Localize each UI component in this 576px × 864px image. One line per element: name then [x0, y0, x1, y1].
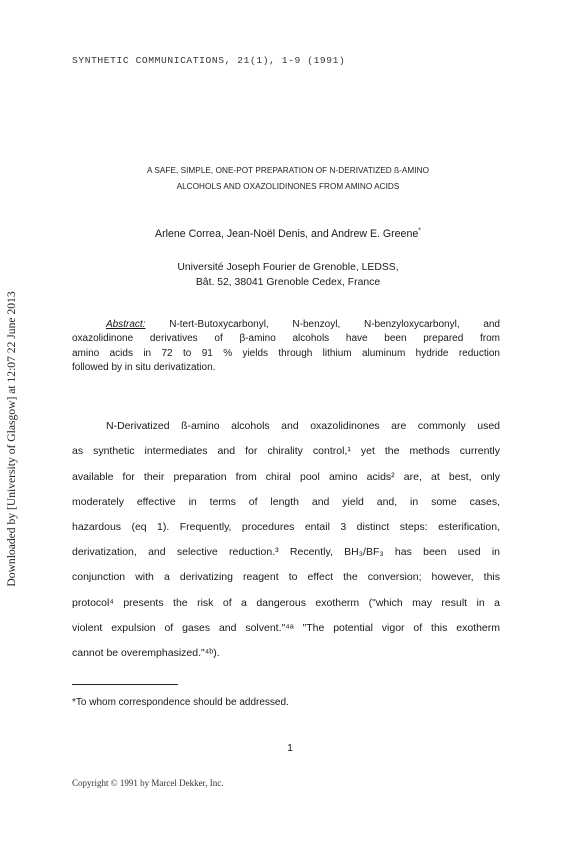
body-line: as synthetic intermediates and for chirality control,¹ yet the methods currently — [72, 445, 500, 457]
author-names: Arlene Correa, Jean-Noël Denis, and Andrew E. Greene — [155, 228, 419, 240]
footnote: *To whom correspondence should be addressed. — [72, 697, 289, 708]
title-line-2: ALCOHOLS AND OXAZOLIDINONES FROM AMINO ACIDS — [176, 182, 400, 191]
abstract-line — [72, 318, 500, 332]
corresponding-author-mark: * — [418, 227, 421, 235]
abstract-label: Abstract: — [106, 319, 146, 330]
body-line: cannot be overemphasized."⁴ᵇ). — [72, 647, 220, 659]
abstract-text: N-tert-Butoxycarbonyl, N-benzoyl, N-benzyloxycarbonyl, and — [145, 319, 500, 330]
footnote-rule — [72, 684, 178, 685]
affiliation-line-2: Bât. 52, 38041 Grenoble Cedex, France — [195, 277, 381, 288]
affiliation-line-1: Université Joseph Fourier de Grenoble, LEDSS, — [177, 262, 399, 273]
copyright: Copyright © 1991 by Marcel Dekker, Inc. — [72, 778, 224, 788]
body-line: conjunction with a derivatizing reagent to effect the conversion; however, this — [72, 571, 500, 583]
body-line: derivatization, and selective reduction.³ Recently, BH₃/BF₃ has been used in — [72, 546, 500, 558]
body-line: protocol⁴ presents the risk of a dangerous exotherm ("which may result in a — [72, 597, 500, 609]
body-line: moderately effective in terms of length and yield and, in some cases, — [72, 496, 500, 508]
journal-header: SYNTHETIC COMMUNICATIONS, 21(1), 1-9 (1991) — [72, 55, 346, 66]
body-line: available for their preparation from chiral pool amino acids² are, at best, only — [72, 471, 500, 483]
page-number: 1 — [287, 742, 293, 754]
download-watermark-text: Downloaded by [University of Glasgow] at 12:07 22 June 2013 — [5, 291, 18, 587]
authors — [96, 228, 480, 240]
body-line: violent expulsion of gases and solvent."⁴ᵃ "The potential vigor of this exotherm — [72, 622, 500, 634]
title-line-1: A SAFE, SIMPLE, ONE-POT PREPARATION OF N-DERIVATIZED ß-AMINO — [146, 166, 429, 175]
body-line: hazardous (eq 1). Frequently, procedures entail 3 distinct steps: esterification, — [72, 521, 500, 533]
download-watermark — [2, 264, 20, 614]
abstract-line: oxazolidinone derivatives of β-amino alcohols have been prepared from — [72, 333, 500, 345]
body-line: N-Derivatized ß-amino alcohols and oxazolidinones are commonly used — [106, 420, 500, 432]
abstract-line: amino acids in 72 to 91 % yields through lithium aluminum hydride reduction — [72, 347, 500, 359]
abstract — [72, 318, 500, 376]
abstract-line: followed by in situ derivatization. — [72, 362, 216, 374]
